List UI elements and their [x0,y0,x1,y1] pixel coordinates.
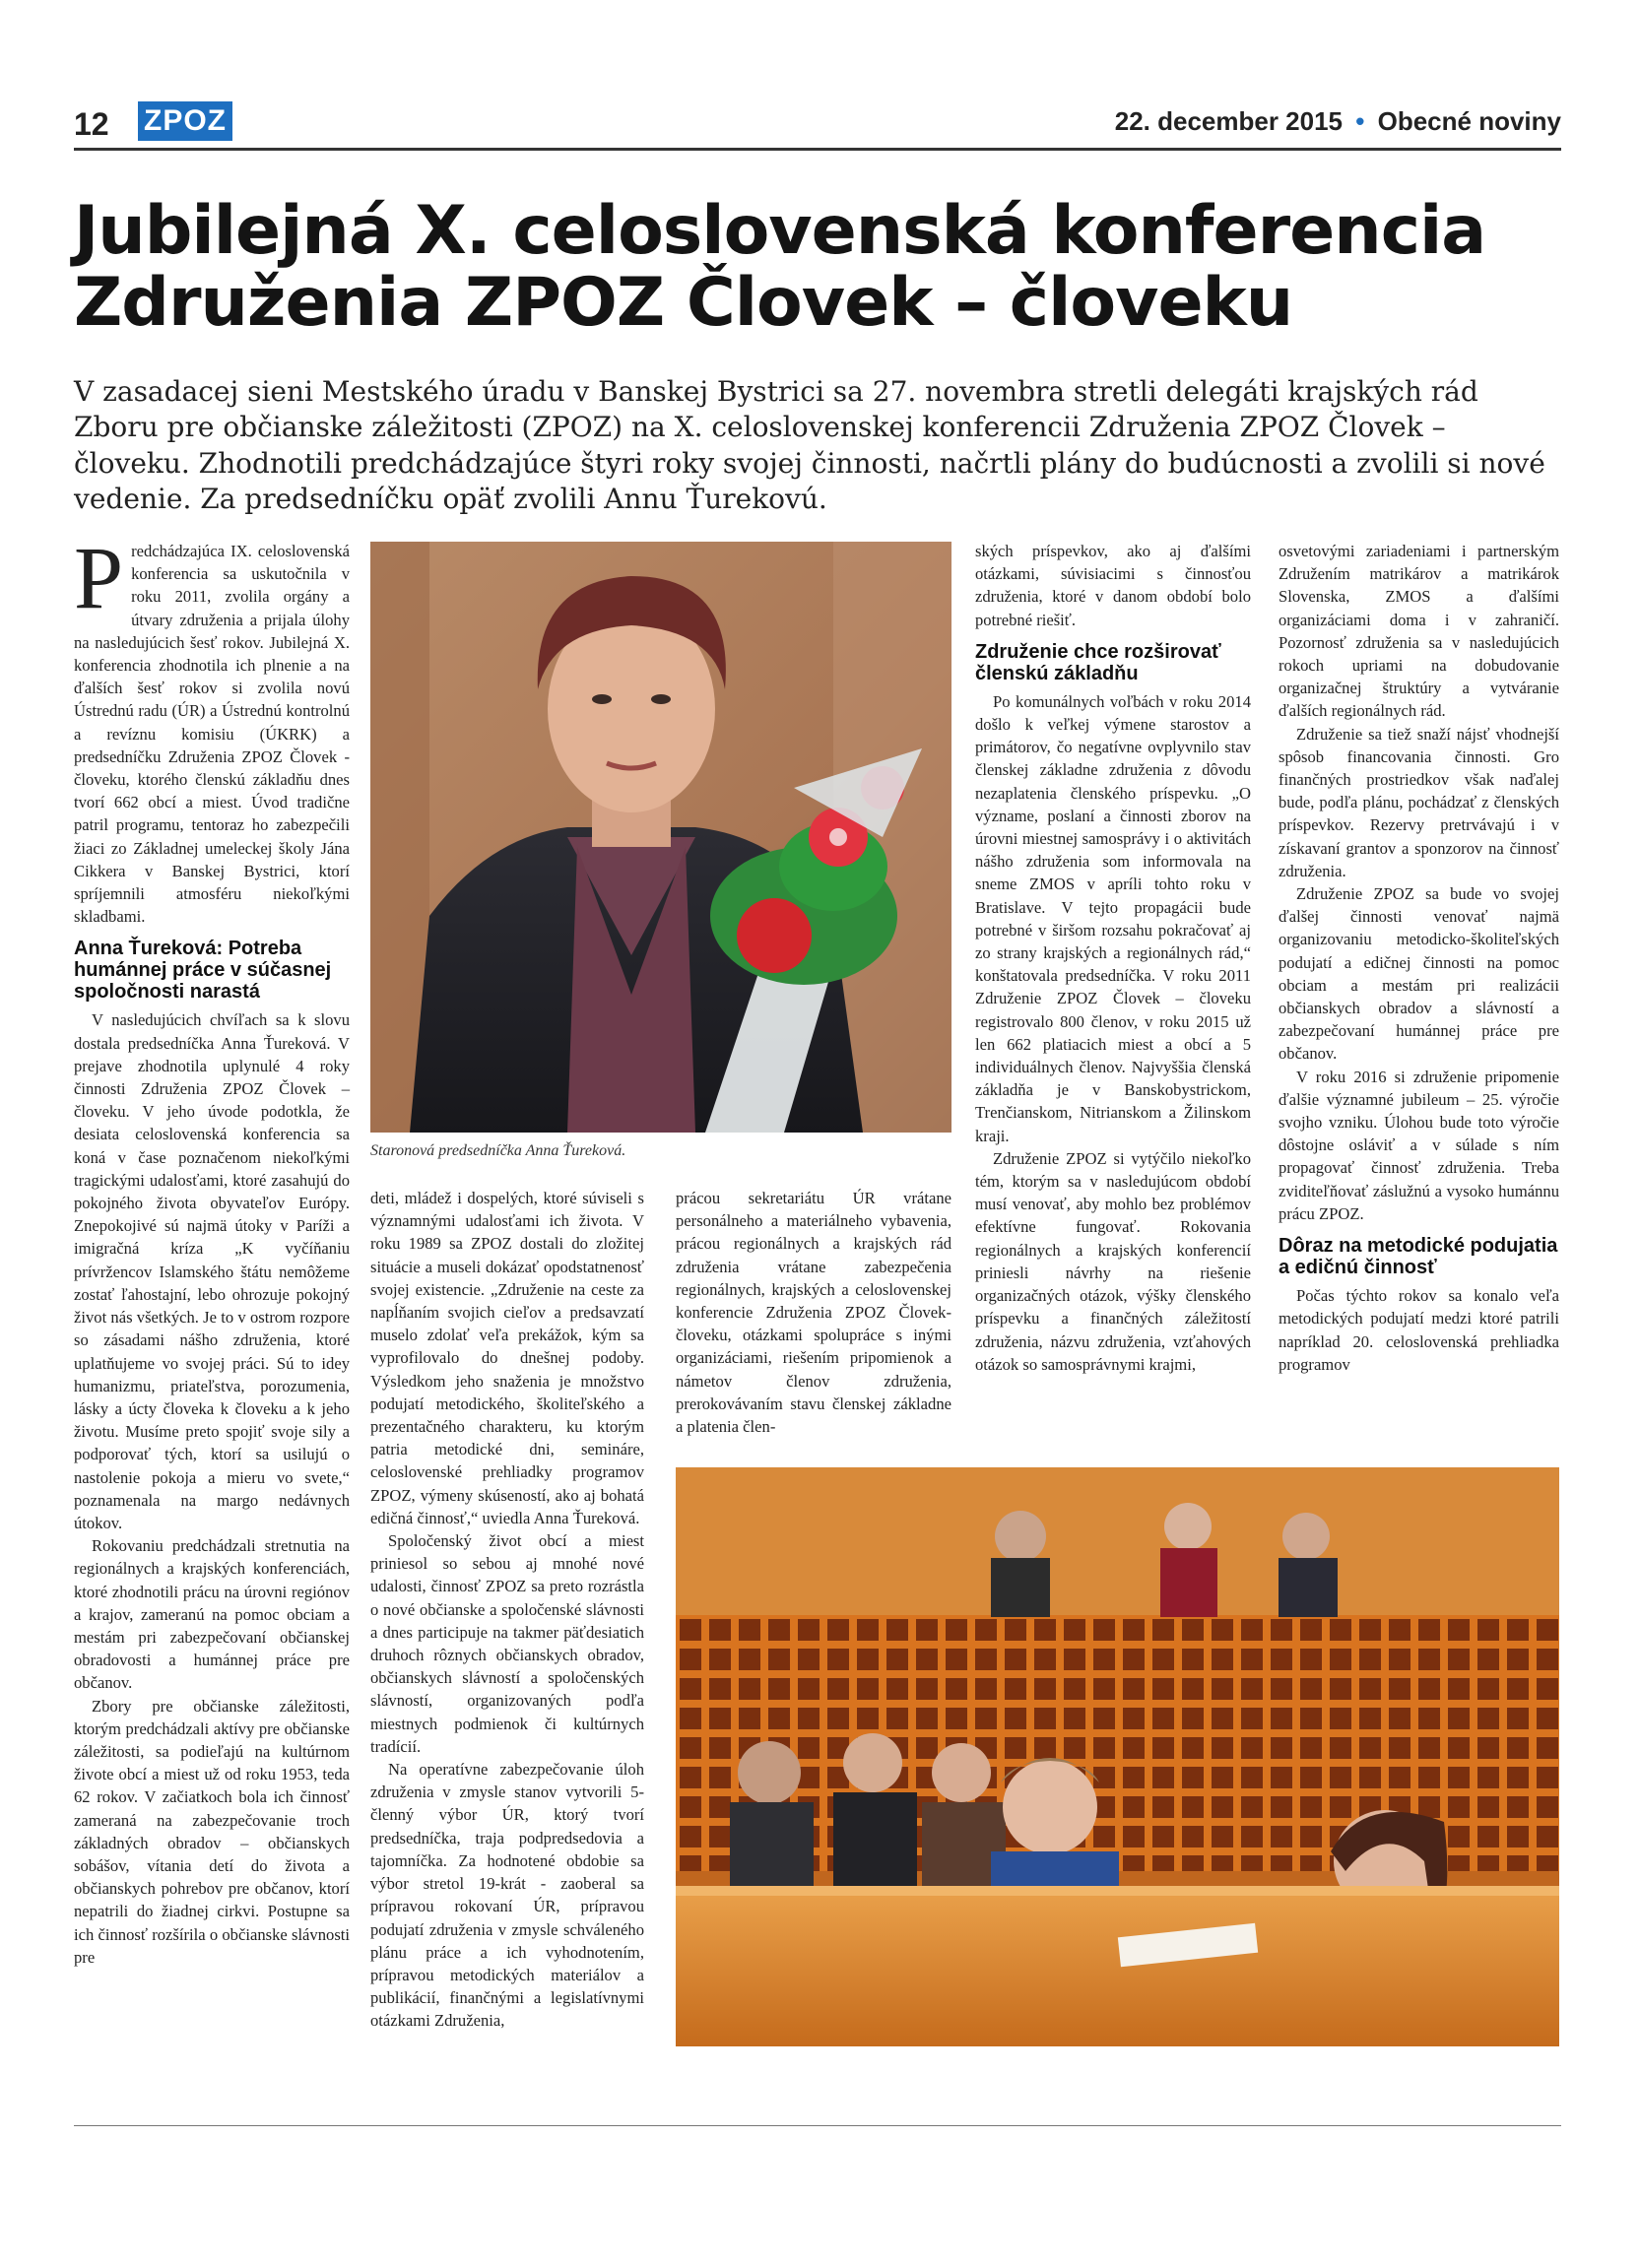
article-title [74,192,1566,343]
col5-subheading: Dôraz na metodické podujatia a edičnú činnosť [1279,1235,1558,1279]
col4-paragraph-1: ských príspevkov, ako aj ďalšími otázkami, súvisiacimi s činnosťou združenia, ktoré v danom období bolo potrebné riešiť. [975,542,1251,629]
col5-paragraph-3: Združenie ZPOZ sa bude vo svojej ďalšej činnosti venovať najmä organizovaniu metodicko-školiteľských podujatí a edičnej činnosti na pomoc obciam a mestám pri realizácii občianskych obradov a slávností a zabezpečovaní humánnej práce pre občanov. [1279,884,1559,1064]
col4-subheading: Združenie chce rozširovať členskú základňu [975,640,1221,684]
col1-paragraph-3: Rokovaniu predchádzali stretnutia na regionálnych a krajských konferenciách, ktoré zhodnotili prácu na úrovni regiónov a krajov, zameranú na pomoc obciam a mestám pri zabezpečovaní občianskej obradovosti a humánnej práce pre občanov. [74,1536,350,1693]
column-1 [74,530,350,1969]
page-number: 12 [74,106,109,142]
column-3 [676,1187,951,1438]
col5-paragraph-4: V roku 2016 si združenie pripomenie ďalšie významné jubileum – 25. výročie svojho vzniku. Úlohou bude toto výročie dôstojne osláviť a v súlade s ním propagovať činnosť združenia. Treba zviditeľňovať záslužnú a vysoko humánnu prácu ZPOZ. [1279,1067,1559,1223]
col5-paragraph-2: Združenie sa tiež snaží nájsť vhodnejší spôsob financovania činnosti. Gro finančných prostriedkov však naďalej bude, podľa plánu, pochádzať z členských príspevkov. Rezervy pretrvávajú i v získavaní grantov a sponzorov na činnosť združenia. [1279,724,1559,880]
conference-photo [676,1467,1559,2046]
col4-paragraph-2: Po komunálnych voľbách v roku 2014 došlo k veľkej výmene starostov a primátorov, čo negatívne ovplyvnilo stav členskej základne združenia z dôvodu nezaplatenia členského príspevku. „O význame, poslaní a činnosti zborov na úrovni miestnej samosprávy i o aktivitách nášho združenia som informovala na sneme ZMOS v apríli tohto roku v Bratislave. V tejto propagácii bude potrebné v širšom rozsahu pokračovať aj zo strany krajských a regionálnych rád,“ konštatovala predsedníčka. V roku 2011 Združenie ZPOZ Človek – človeku registrovalo 800 členov, v roku 2015 už len 662 platiacich miest a obcí a 5 individuálnych členov. Najvyššia členská základňa je v Banskobystrickom, Trenčianskom, Nitrianskom a Žilinskom kraji. [975,691,1251,1145]
col1-paragraph-4: Zbory pre občianske záležitosti, ktorým predchádzali aktívy pre občianske záležitosti, sa podieľajú na kultúrnom živote obcí a miest už od roku 1953, teda 62 rokov. V začiatkoch bola ich činnosť zameraná na zabezpečovanie troch základných obradov – občianskych sobášov, vítania detí do života a občianskych pohrebov pre občanov, ktorí nepatrili do žiadnej cirkvi. Postupne sa ich činnosť rozšírila o občianske slávnosti pre [74,1696,350,1967]
issue-date: 22. december 2015 [1114,106,1344,136]
col5-paragraph-1: osvetovými zariadeniami i partnerským Združením matrikárov a matrikárok Slovenska, ZMOS a ďalšími organizáciami doma i v zahraničí. Pozornosť združenia sa v nasledujúcich rokoch upriami na dobudovanie organizačnej štruktúry a vytváranie ďalších regionálnych rád. [1279,542,1559,721]
col3-paragraph-1: prácou sekretariátu ÚR vrátane personálneho a materiálneho vybavenia, prácou regionálnych a krajských rád združenia vrátane zabezpečenia regionálnych, krajských a celoslovenskej konferencie Združenia ZPOZ Človek-človeku, otázkami spolupráce s inými organizáciami, riešením pripomienok a námetov členov združenia, prerokovávaním stavu členskej základne a platenia člen- [676,1189,951,1437]
portrait-photo [370,542,951,1133]
col5-paragraph-5: Počas týchto rokov sa konalo veľa metodických podujatí medzi ktoré patrili napríklad 20. celoslovenská prehliadka programov [1279,1286,1559,1374]
footer-rule [74,2125,1561,2126]
issue-info [1115,106,1561,137]
drop-cap: P [74,530,124,627]
title-line-1: Jubilejná X. celoslovenská konferencia [74,192,1486,270]
photo-caption: Staronová predsedníčka Anna Ťureková. [370,1142,626,1159]
column-5 [1279,540,1559,1376]
zpoz-logo: ZPOZ [138,101,232,141]
col1-paragraph-1: redchádzajúca IX. celoslovenská konferencia sa uskutočnila v roku 2011, zvolila orgány a útvary združenia a prijala úlohy na nasledujúcich šesť rokov. Jubilejná X. konferencia zhodnotila ich plnenie a na ďalších šesť rokov si zvolila novú Ústrednú radu (ÚR) a Ústrednú kontrolnú a revíznu komisiu (ÚKRK) a predsedníčku Združenia ZPOZ Človek - človeku, ktorého členskú základňu dnes tvorí 662 obcí a miest. Úvod tradične patril programu, tentoraz ho zabezpečili žiaci zo Základnej umeleckej školy Jána Cikkera v Banskej Bystrici, ktorí spríjemnili atmosféru niekoľkými skladbami. [74,542,350,927]
col2-paragraph-2: Spoločenský život obcí a miest priniesol so sebou aj mnohé nové udalosti, činnosť ZPOZ sa preto rozrástla o nové občianske a spoločenské slávnosti a dnes participuje na takmer päťdesiatich druhoch rôznych občianskych obradov, občianskych slávností a spoločenských slávností, organizovaných podľa miestnych podmienok či kultúrnych tradícií. [370,1531,644,1756]
column-2 [370,1187,644,2033]
separator-dot: • [1355,106,1365,136]
col1-paragraph-2: V nasledujúcich chvíľach sa k slovu dostala predsedníčka Anna Ťureková. V prejave zhodnotila uplynulé 4 roky činnosti Združenia ZPOZ Človek – človeku. V jeho úvode podotkla, že desiata celoslovenská konferencia sa koná v čase poznačenom niekoľkými tragickými udalosťami, ktoré zasahujú do pokojného života obyvateľov Európy. Znepokojivé sú najmä útoky v Paríži a imigračná kríza „K vyčíňaniu prívržencov Islamského štátu nemôžeme zostať ľahostajní, lebo ohrozuje pokojný život nás všetkých. Je to v ostrom rozpore so zásadami nášho združenia, ktoré uplatňujeme vo svojej práci. Sú to idey humanizmu, priateľstva, porozumenia, lásky a úcty človeka k človeku a k jeho životu. Musíme preto spojiť svoje sily a podporovať tých, ktorí sa usilujú o nastolenie pokoja a mieru vo svete,“ poznamenala na margo nedávnych útokov. [74,1010,350,1532]
article-lead: V zasadacej sieni Mestského úradu v Banskej Bystrici sa 27. novembra stretli delegáti krajských rád Zboru pre občianske záležitosti (ZPOZ) na X. celoslovenskej konferencii Združenia ZPOZ Človek – človeku. Zhodnotili predchádzajúce štyri roky svojej činnosti, načrtli plány do budúcnosti a zvolili si nové vedenie. Za predsedníčku opäť zvolili Annu Ťurekovú. [74,375,1545,516]
col2-paragraph-3: Na operatívne zabezpečovanie úloh združenia v zmysle stanov vytvorili 5-členný výbor ÚR, ktorý tvorí predsedníčka, traja podpredsedovia a tajomníčka. Za hodnotené obdobie sa výbor stretol 19-krát - zaoberal sa prípravou rokovaní ÚR, prípravou podujatí združenia v zmysle schváleného plánu práce a ich vyhodnotením, prípravou metodických materiálov a publikácií, finančnými a legislatívnymi otázkami Združenia, [370,1760,644,2031]
publication-name: Obecné noviny [1377,106,1561,136]
column-4 [975,540,1251,1376]
header-rule [74,148,1561,151]
col1-subheading: Anna Ťureková: Potreba humánnej práce v súčasnej spoločnosti narastá [74,938,332,1004]
col4-paragraph-3: Združenie ZPOZ si vytýčilo niekoľko tém, ktorým sa v nasledujúcom období musí venovať, aby mohlo bez problémov efektívne fungovať. Rokovania regionálnych a krajských konferencií priniesli návrhy na riešenie organizačných otázok, výšky členského príspevku a finančných záležitostí združenia, názvu združenia, vzťahových otázok so samosprávnymi krajmi, [975,1148,1251,1374]
title-line-2: Združenia ZPOZ Človek – človeku [74,264,1293,343]
col2-paragraph-1: deti, mládež i dospelých, ktoré súviseli s významnými udalosťami ich života. V roku 1989 sa ZPOZ dostali do zložitej situácie a museli dokázať opodstatnenosť svojej existencie. „Združenie na ceste za napĺňaním svojich cieľov a predsavzatí muselo zdolať veľa prekážok, kým sa vyprofilovalo do dnešnej podoby. Výsledkom jeho snaženia je množstvo podujatí metodického, školiteľského a prezentačného charakteru, ku ktorým patria metodické dni, semináre, celoslovenské prehliadky programov ZPOZ, výmeny skúseností, ako aj bohatá edičná činnosť,“ uviedla Anna Ťureková. [370,1189,644,1527]
